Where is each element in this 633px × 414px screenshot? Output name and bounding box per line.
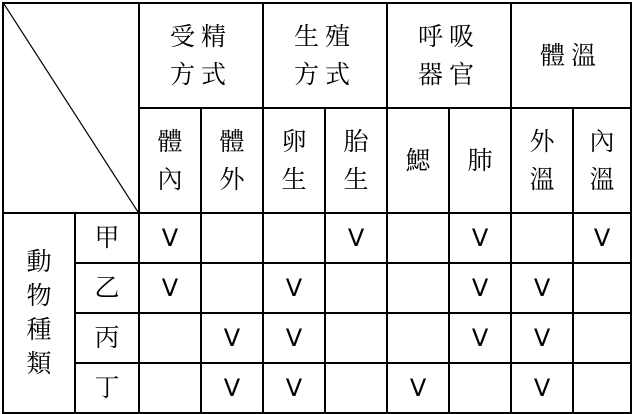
- table-row: [3, 363, 631, 413]
- check-cell: V: [511, 263, 573, 313]
- check-cell: [573, 313, 631, 363]
- row-name: 丙: [75, 313, 139, 363]
- table-row: [3, 213, 631, 263]
- check-cell: V: [201, 313, 263, 363]
- check-cell: [263, 213, 325, 263]
- check-cell: [325, 263, 387, 313]
- check-cell: [511, 213, 573, 263]
- check-cell: V: [263, 363, 325, 413]
- sub-header-endotherm: 內 溫: [573, 108, 631, 213]
- header-fertilization: 受精 方式: [139, 3, 263, 108]
- check-cell: V: [511, 313, 573, 363]
- check-cell: [387, 213, 449, 263]
- check-cell: V: [325, 213, 387, 263]
- sub-header-external: 體 外: [201, 108, 263, 213]
- check-cell: [449, 363, 511, 413]
- check-cell: [325, 363, 387, 413]
- table-row: [3, 263, 631, 313]
- sub-header-internal: 體 內: [139, 108, 201, 213]
- check-cell: V: [387, 363, 449, 413]
- row-name: 丁: [75, 363, 139, 413]
- check-cell: [573, 363, 631, 413]
- row-name: 甲: [75, 213, 139, 263]
- check-cell: V: [263, 313, 325, 363]
- row-name: 乙: [75, 263, 139, 313]
- check-cell: V: [511, 363, 573, 413]
- check-cell: [139, 363, 201, 413]
- sub-header-lungs: 肺: [449, 108, 511, 213]
- corner-cell: [3, 3, 139, 213]
- check-cell: V: [139, 213, 201, 263]
- check-cell: V: [449, 213, 511, 263]
- check-cell: V: [573, 213, 631, 263]
- row-group-label: 動 物 種 類: [3, 213, 75, 413]
- sub-header-gills: 鰓: [387, 108, 449, 213]
- check-cell: V: [201, 363, 263, 413]
- diagonal-line: [4, 4, 138, 212]
- header-row-groups: [3, 3, 631, 108]
- animal-traits-table: [2, 2, 632, 414]
- check-cell: V: [449, 263, 511, 313]
- header-reproduction: 生殖 方式: [263, 3, 387, 108]
- sub-header-viviparous: 胎 生: [325, 108, 387, 213]
- check-cell: V: [139, 263, 201, 313]
- check-cell: [325, 313, 387, 363]
- check-cell: V: [449, 313, 511, 363]
- table-row: [3, 313, 631, 363]
- sub-header-oviparous: 卵 生: [263, 108, 325, 213]
- header-body-temperature: 體溫: [511, 3, 631, 108]
- check-cell: [387, 313, 449, 363]
- check-cell: [387, 263, 449, 313]
- check-cell: [573, 263, 631, 313]
- header-respiratory-organ: 呼吸 器官: [387, 3, 511, 108]
- check-cell: [139, 313, 201, 363]
- check-cell: [201, 213, 263, 263]
- sub-header-ectotherm: 外 溫: [511, 108, 573, 213]
- check-cell: [201, 263, 263, 313]
- check-cell: V: [263, 263, 325, 313]
